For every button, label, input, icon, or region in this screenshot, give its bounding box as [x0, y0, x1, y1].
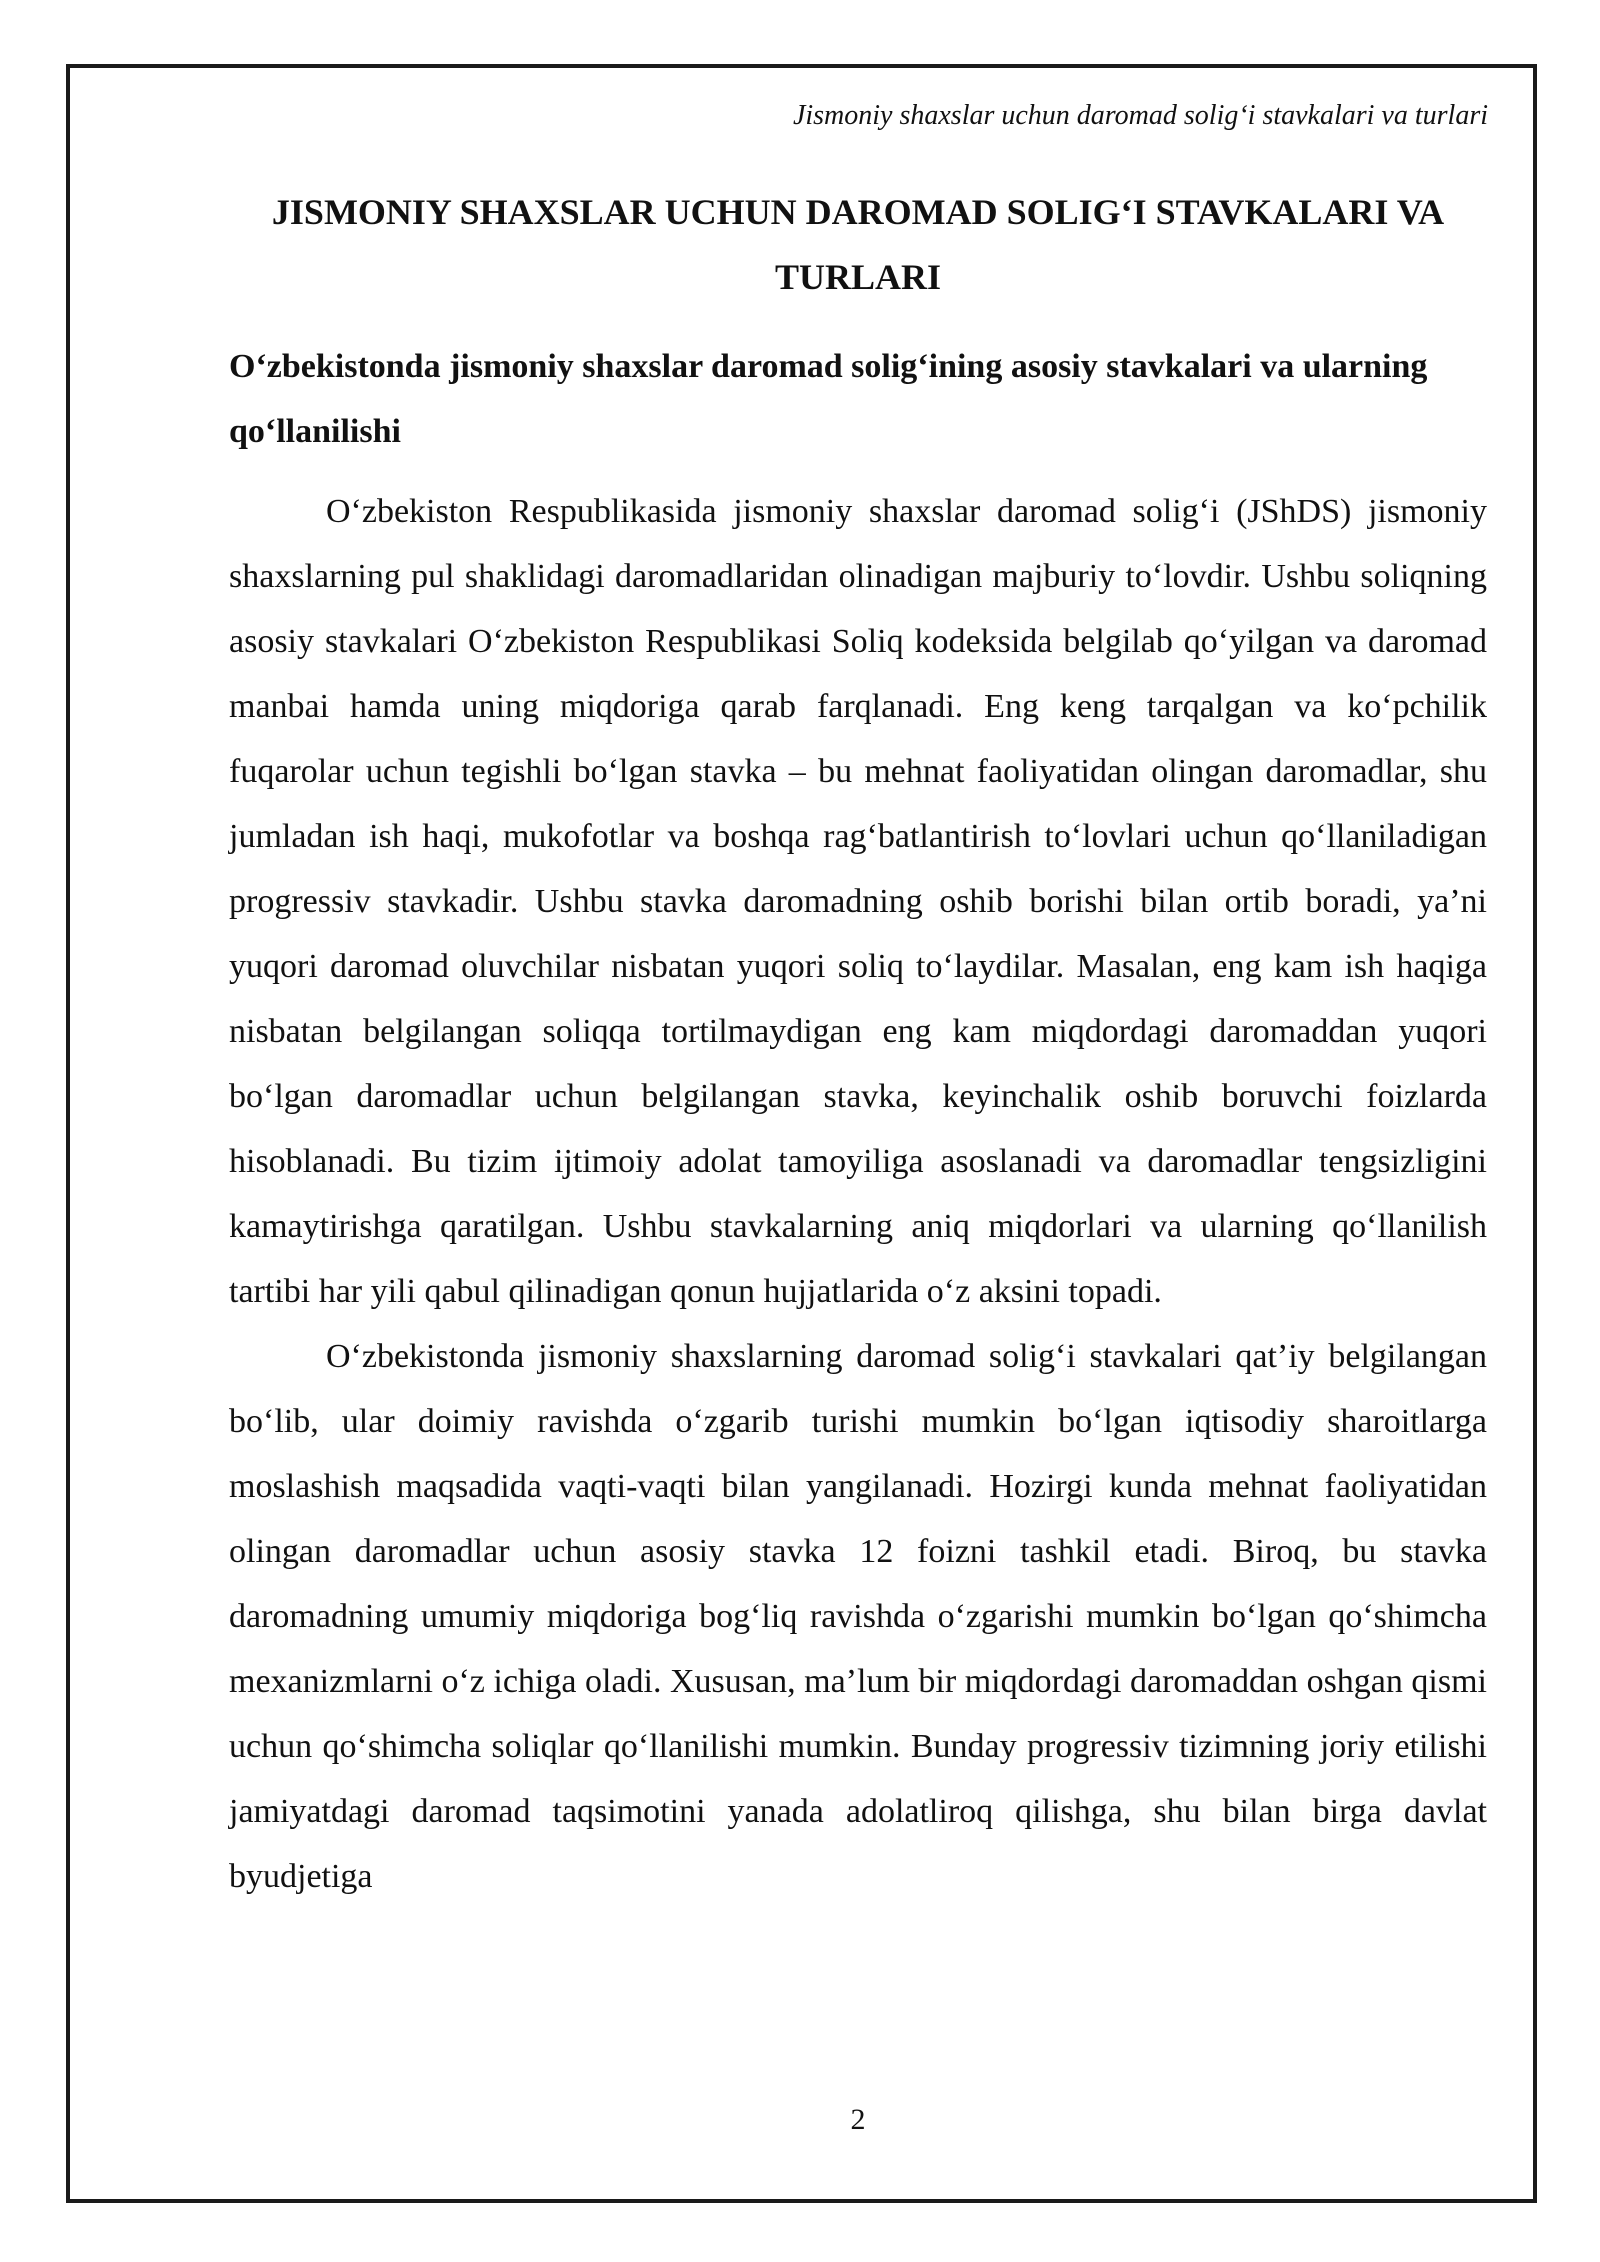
section-heading: O‘zbekistonda jismoniy shaxslar daromad solig‘ining asosiy stavkalari va ularning qo‘llanilishi [229, 348, 1428, 450]
page-number: 2 [850, 2103, 866, 2136]
page-content [229, 180, 1487, 1909]
running-header: Jismoniy shaxslar uchun daromad solig‘i stavkalari va turlari [792, 100, 1488, 131]
document-title: JISMONIY SHAXSLAR UCHUN DAROMAD SOLIG‘I STAVKALARI VA TURLARI [271, 192, 1445, 297]
body-paragraph: O‘zbekiston Respublikasida jismoniy shaxslar daromad solig‘i (JShDS) jismoniy shaxslarning pul shaklidagi daromadlaridan olinadigan majburiy to‘lovdir. Ushbu soliqning asosiy stavkalari O‘zbekiston Respublikasi Soliq kodeksida belgilab qo‘yilgan va daromad manbai hamda uning miqdoriga qarab farqlanadi. Eng keng tarqalgan va ko‘pchilik fuqarolar uchun tegishli bo‘lgan stavka – bu mehnat faoliyatidan olingan daromadlar, shu jumladan ish haqi, mukofotlar va boshqa rag‘batlantirish to‘lovlari uchun qo‘llaniladigan progressiv stavkadir. Ushbu stavka daromadning oshib borishi bilan ortib boradi, ya’ni yuqori daromad oluvchilar nisbatan yuqori soliq to‘laydilar. Masalan, eng kam ish haqiga nisbatan belgilangan soliqqa tortilmaydigan eng kam miqdordagi daromaddan yuqori bo‘lgan daromadlar uchun belgilangan stavka, keyinchalik oshib boruvchi foizlarda hisoblanadi. Bu tizim ijtimoiy adolat tamoyiliga asoslanadi va daromadlar tengsizligini kamaytirishga qaratilgan. Ushbu stavkalarning aniq miqdorlari va ularning qo‘llanilish tartibi har yili qabul qilinadigan qonun hujjatlarida o‘z aksini topadi. [229, 493, 1487, 1310]
body-paragraph: O‘zbekistonda jismoniy shaxslarning daromad solig‘i stavkalari qat’iy belgilangan bo‘lib, ular doimiy ravishda o‘zgarib turishi mumkin bo‘lgan iqtisodiy sharoitlarga moslashish maqsadida vaqti-vaqti bilan yangilanadi. Hozirgi kunda mehnat faoliyatidan olingan daromadlar uchun asosiy stavka 12 foizni tashkil etadi. Biroq, bu stavka daromadning umumiy miqdoriga bog‘liq ravishda o‘zgarishi mumkin bo‘lgan qo‘shimcha mexanizmlarni o‘z ichiga oladi. Xususan, ma’lum bir miqdordagi daromaddan oshgan qismi uchun qo‘shimcha soliqlar qo‘llanilishi mumkin. Bunday progressiv tizimning joriy etilishi jamiyatdagi daromad taqsimotini yanada adolatliroq qilishga, shu bilan birga davlat byudjetiga [229, 1338, 1487, 1895]
